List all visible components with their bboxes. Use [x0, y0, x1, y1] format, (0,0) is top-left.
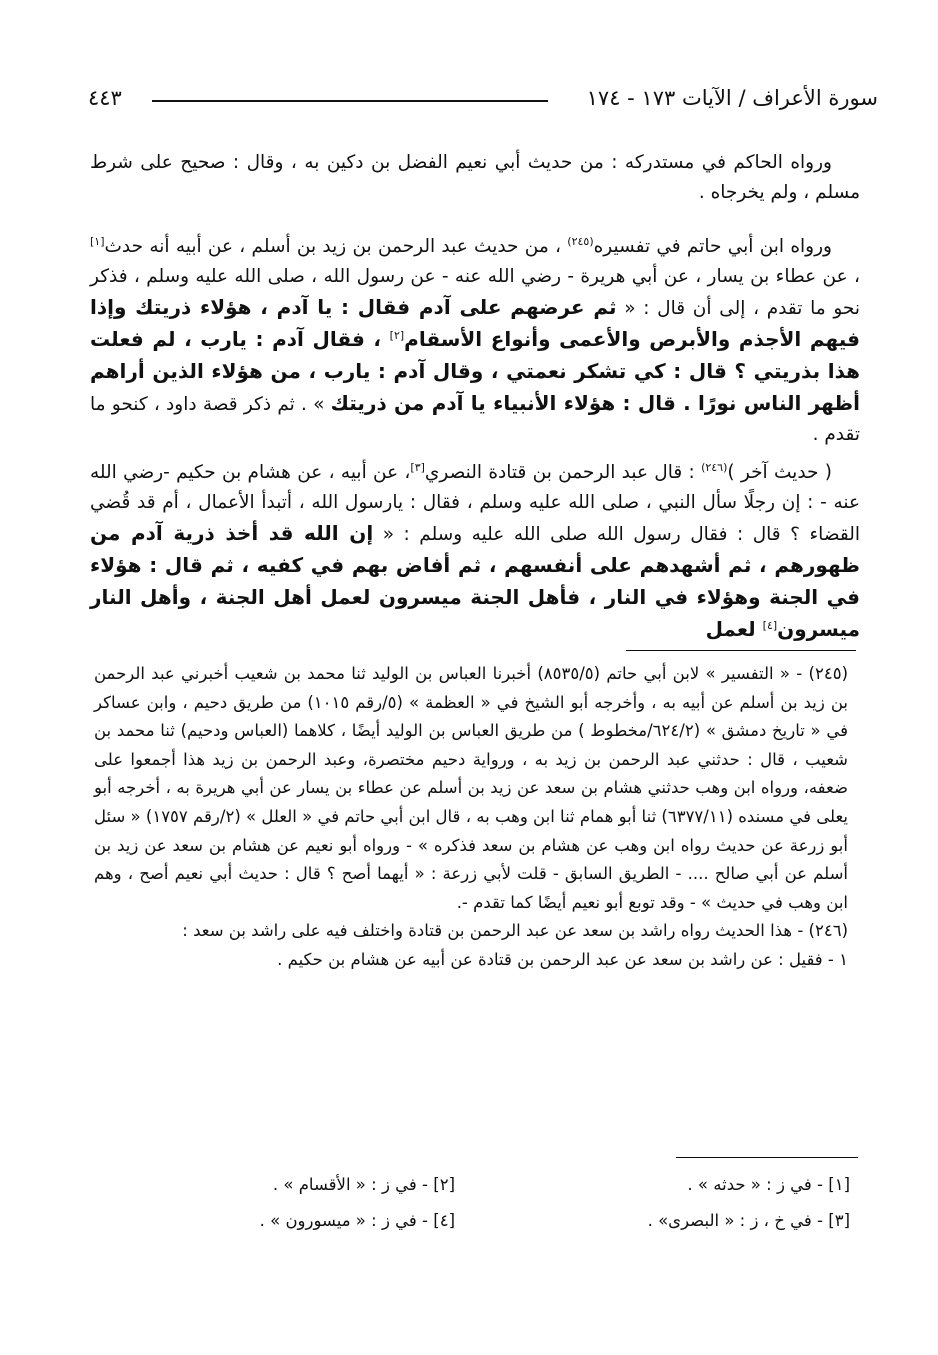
hadith-quote: إن الله قد أخذ ذرية آدم من ظهورهم ، ثم أشهدهم على أنفسهم ، ثم أفاض بهم في كفيه ، ثم قال : هؤلاء في الجنة وهؤلاء في النار ، فأهل الجنة ميسرون لعمل أهل الجنة ، وأهل النار ميسرون [90, 521, 860, 641]
main-text-2 [90, 232, 860, 450]
main-text-3 [90, 458, 860, 646]
variant-notes-rule [676, 1157, 858, 1158]
footnote-ref-246[interactable]: (٢٤٦) [701, 460, 728, 474]
text-run: ( حديث آخر ) [727, 462, 832, 483]
variant-text: في ز : « حدثه » . [687, 1175, 812, 1194]
footnotes [94, 660, 848, 975]
text-run: » . ثم ذكر قصة داود ، كنحو ما تقدم . [90, 394, 860, 445]
variant-marker: [٤] - [422, 1211, 455, 1230]
variant-ref-3[interactable]: [٣] [410, 460, 425, 474]
text-run: ، عن أبيه ، عن هشام بن حكيم -رضي الله عنه - : إن رجلًا سأل النبي ، صلى الله عليه وسلم ، فقال : يارسول الله ، أتبدأ الأعمال ، أم قد قُضي القضاء ؟ قال : فقال رسول الله صلى الله عليه وسلم : « [90, 462, 860, 545]
footnote-245: (٢٤٥) - « التفسير » لابن أبي حاتم (٨٥٣٥/٥) أخبرنا العباس بن الوليد ثنا محمد بن شعيب أخبرني عبد الرحمن بن زيد بن أسلم عن أبيه به ، وأخرجه أبو الشيخ في « العظمة » (٥/رقم ١٠١٥) من طريق دحيم ، وابن عساكر في « تاريخ دمشق » (٦٢٤/٢/مخطوط ) من طريق العباس بن الوليد أيضًا ، كلاهما (العباس ودحيم) ثنا محمد بن شعيب ، قال : حدثني عبد الرحمن بن زيد به ، ورواية دحيم مختصرة، وعبد الرحمن بن زيد هذا أجمعوا على ضعفه، ورواه ابن وهب حدثني هشام بن سعد عن زيد بن أسلم عن عطاء بن يسار عن أبي هريرة به ، أخرجه أبو يعلى في مسنده (٦٣٧٧/١١) ثنا أبو همام ثنا ابن وهب به ، قال ابن أبي حاتم في « العلل » (٢/رقم ١٧٥٧) « سئل أبو زرعة عن حديث رواه ابن وهب عن هشام بن سعد فذكره » - ورواه أبو نعيم عن هشام بن سعد عن زيد بن أسلم عن أبي صالح .... - الطريق السابق - قلت لأبي زرعة : « أيهما أصح ؟ قال : حديث أبي نعيم أصح ، وهم ابن وهب في حديث » - وقد توبع أبو نعيم أيضًا كما تقدم -. [94, 664, 849, 912]
variant-marker: [١] - [817, 1175, 850, 1194]
variant-marker: [٢] - [422, 1175, 455, 1194]
variant-note [648, 1206, 850, 1236]
variant-notes [150, 1170, 850, 1240]
variant-text: في خ ، ز : « البصرى» . [647, 1211, 812, 1230]
variant-note [687, 1170, 850, 1200]
text-run: ، من حديث عبد الرحمن بن زيد بن أسلم ، عن أبيه أنه حدث [104, 236, 568, 257]
running-header [88, 86, 878, 120]
variant-text: في ز : « الأقسام » . [272, 1175, 417, 1194]
footnote-246-item: ١ - فقيل : عن راشد بن سعد عن عبد الرحمن بن قتادة عن أبيه عن هشام بن حكيم . [277, 949, 848, 969]
hadith-quote: ، فقال آدم : يارب ، لم فعلت هذا بذريتي ؟ قال : كي تشكر نعمتي ، وقال آدم : يارب ، من هؤلاء الذين أراهم أظهر الناس نورًا . قال : هؤلاء الأنبياء يا آدم من ذريتك [90, 327, 860, 415]
text-run: : قال عبد الرحمن بن قتادة النصري [424, 462, 702, 483]
variant-note [260, 1206, 455, 1236]
page-number: ٤٤٣ [88, 86, 122, 110]
paragraph-hakim: ورواه الحاكم في مستدركه : من حديث أبي نعيم الفضل بن دكين به ، وقال : صحيح على شرط مسلم ، ولم يخرجاه . [90, 152, 860, 203]
variant-ref-2[interactable]: [٢] [389, 328, 405, 342]
footnote-ref-245[interactable]: (٢٤٥) [567, 234, 594, 248]
variant-marker: [٣] - [817, 1211, 850, 1230]
variant-ref-4[interactable]: [٤] [762, 618, 778, 632]
hadith-quote: لعمل [705, 617, 763, 641]
paragraph-ibn-abi-hatim [90, 232, 860, 450]
hadith-quote: ثم عرضهم على آدم فقال : يا آدم ، هؤلاء ذريتك وإذا فيهم الأجذم والأبرص والأعمى وأنواع الأسقام [90, 295, 861, 351]
variant-note [273, 1170, 455, 1200]
variant-ref-1[interactable]: [١] [90, 234, 105, 248]
paragraph-another-hadith [90, 458, 860, 646]
chapter-title: سورة الأعراف / الآيات ١٧٣ - ١٧٤ [586, 86, 878, 110]
variant-text: في ز : « ميسورون » . [259, 1211, 417, 1230]
header-rule [152, 100, 548, 102]
footnote-rule [626, 650, 856, 651]
footnote-246: (٢٤٦) - هذا الحديث رواه راشد بن سعد عن عبد الرحمن بن قتادة واختلف فيه على راشد بن سعد : [182, 921, 848, 941]
main-text [90, 148, 860, 208]
text-run: ، عن عطاء بن يسار ، عن أبي هريرة - رضي الله عنه - عن رسول الله ، صلى الله عليه وسلم ، فذكر نحو ما تقدم ، إلى أن قال : « [90, 266, 860, 319]
text-run: ورواه ابن أبي حاتم في تفسيره [593, 236, 832, 257]
